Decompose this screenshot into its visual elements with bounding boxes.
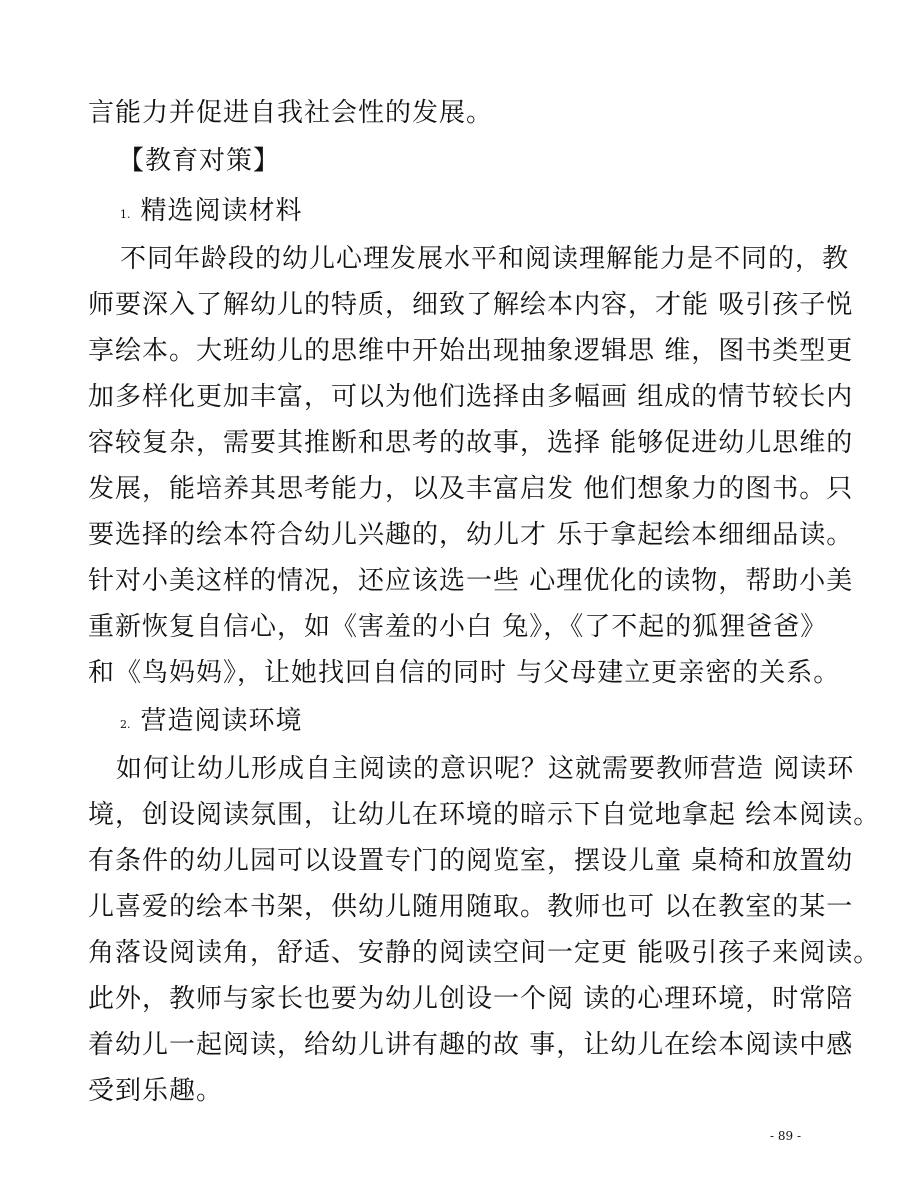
text-line: 受到乐趣。 bbox=[88, 1076, 224, 1106]
section-heading: 【教育对策】 bbox=[118, 146, 281, 176]
heading-text: 营造阅读环境 bbox=[140, 706, 303, 736]
text-line: 容较复杂，需要其推断和思考的故事，选择 能够促进幼儿思维的 bbox=[88, 428, 854, 458]
text-line: 享绘本。大班幼儿的思维中开始出现抽象逻辑思 维，图书类型更 bbox=[88, 336, 854, 366]
heading-text: 精选阅读材料 bbox=[140, 196, 303, 226]
numbered-heading bbox=[120, 706, 870, 740]
text-line: 师要深入了解幼儿的特质，细致了解绘本内容，才能 吸引孩子悦 bbox=[88, 290, 854, 320]
text-line: 言能力并促进自我社会性的发展。 bbox=[88, 98, 494, 128]
item-number: 2. bbox=[120, 718, 131, 731]
text-line: 加多样化更加丰富，可以为他们选择由多幅画 组成的情节较长内 bbox=[88, 382, 854, 412]
text-line: 和《鸟妈妈》，让她找回自信的同时 与父母建立更亲密的关系。 bbox=[88, 658, 841, 688]
numbered-heading bbox=[120, 196, 870, 230]
text-line: 此外，教师与家长也要为幼儿创设一个阅 读的心理环境，时常陪 bbox=[88, 984, 854, 1014]
text-line: 儿喜爱的绘本书架，供幼儿随用随取。教师也可 以在教室的某一 bbox=[88, 892, 854, 922]
text-line: 要选择的绘本符合幼儿兴趣的，幼儿才 乐于拿起绘本细细品读。 bbox=[88, 520, 854, 550]
text-line: 角落设阅读角，舒适、安静的阅读空间一定更 能吸引孩子来阅读。 bbox=[88, 938, 881, 968]
text-line: 发展，能培养其思考能力，以及丰富启发 他们想象力的图书。只 bbox=[88, 474, 854, 504]
text-line: 着幼儿一起阅读，给幼儿讲有趣的故 事，让幼儿在绘本阅读中感 bbox=[88, 1030, 854, 1060]
text-line: 如何让幼儿形成自主阅读的意识呢？这就需要教师营造 阅读环 bbox=[116, 754, 855, 784]
text-line: 境，创设阅读氛围，让幼儿在环境的暗示下自觉地拿起 绘本阅读。 bbox=[88, 800, 881, 830]
page-number: - 89 - bbox=[770, 1129, 802, 1143]
text-line: 不同年龄段的幼儿心理发展水平和阅读理解能力是不同的，教 bbox=[120, 244, 850, 274]
item-number: 1. bbox=[120, 208, 131, 221]
text-line: 针对小美这样的情况，还应该选一些 心理优化的读物，帮助小美 bbox=[88, 566, 854, 596]
text-line: 重新恢复自信心，如《害羞的小白 兔》，《了不起的狐狸爸爸》 bbox=[88, 612, 828, 642]
text-line: 有条件的幼儿园可以设置专门的阅览室，摆设儿童 桌椅和放置幼 bbox=[88, 846, 854, 876]
